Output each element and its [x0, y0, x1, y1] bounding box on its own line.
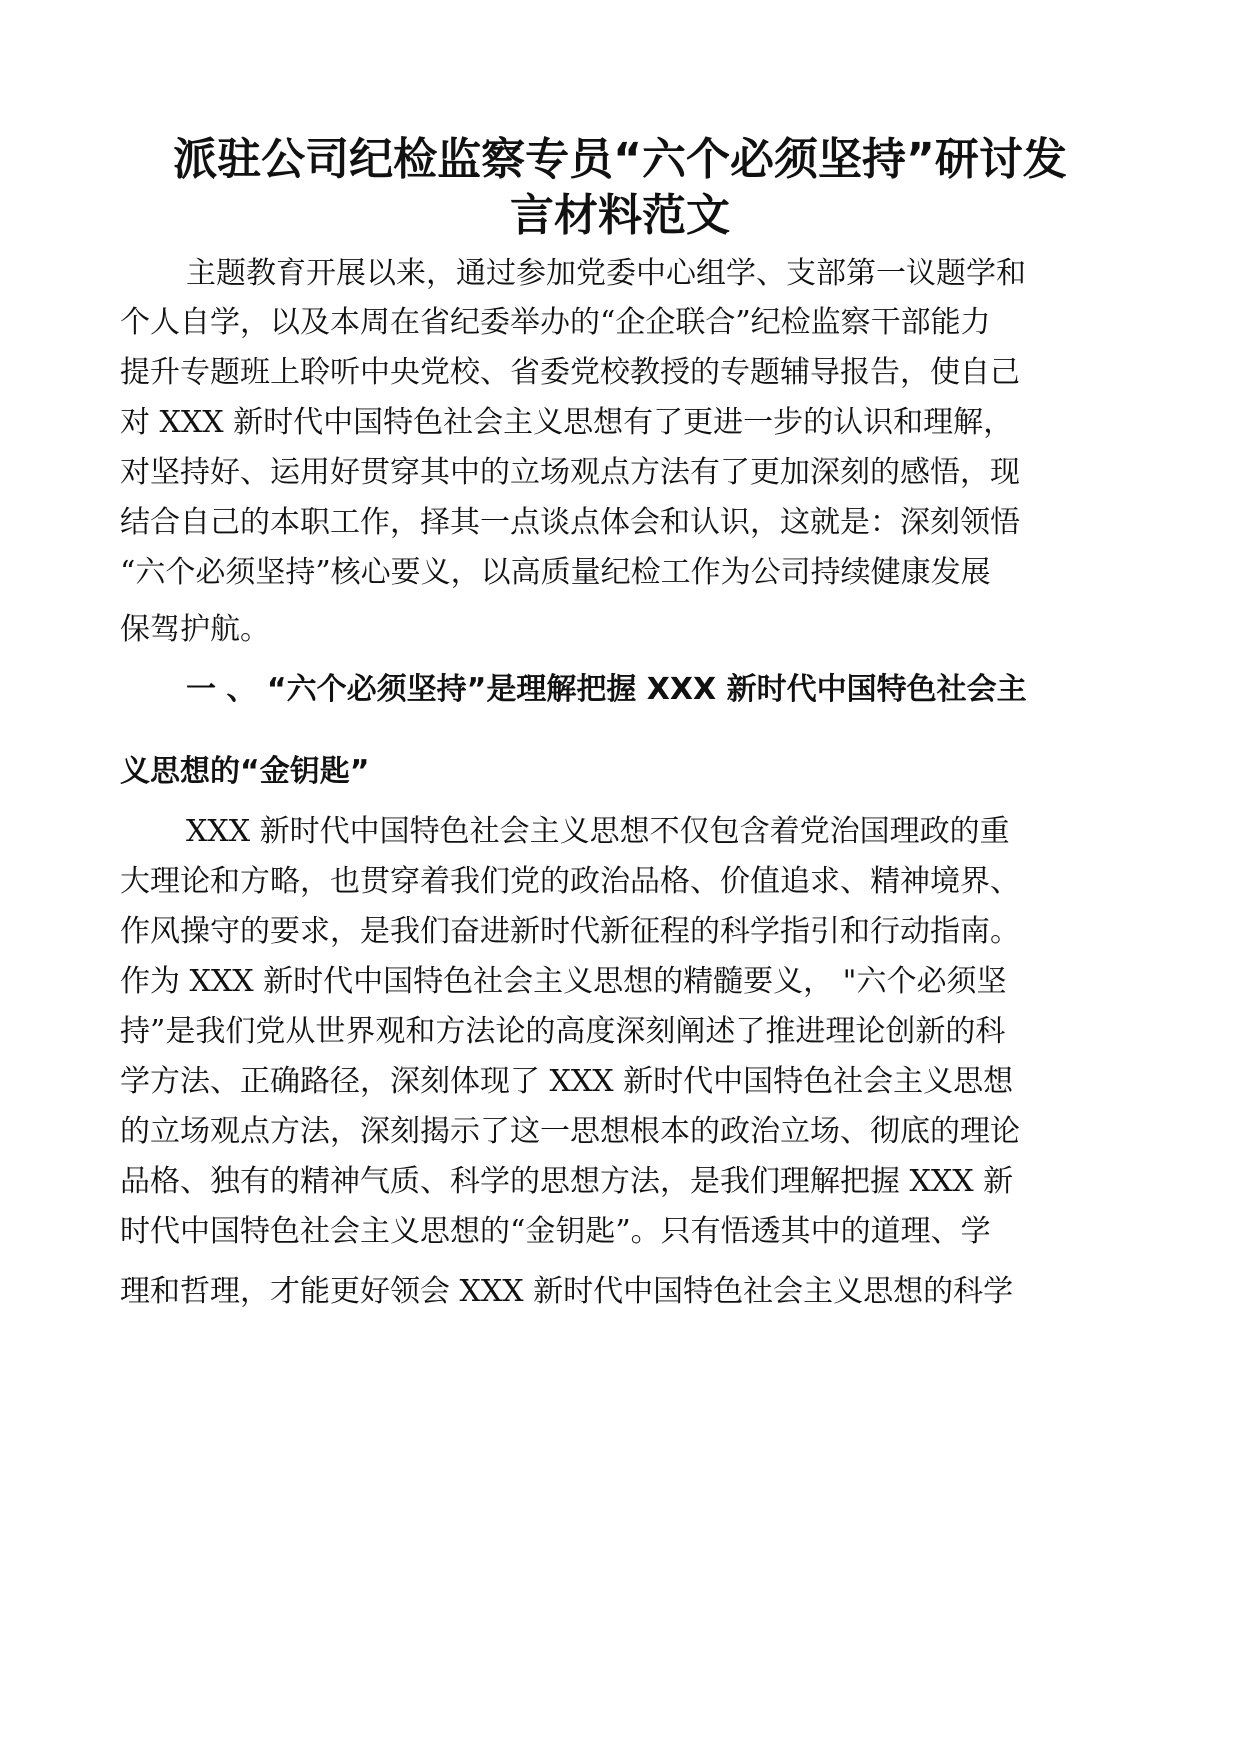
- section-1-body-line-9: 时代中国特色社会主义思想的“金钥匙”。只有悟透其中的道理、学: [120, 1214, 991, 1249]
- intro-paragraph-line-1: 主题教育开展以来，通过参加党委中心组学、支部第一议题学和: [186, 256, 1026, 291]
- document-title-line-1: 派驻公司纪检监察专员“六个必须坚持”研讨发: [173, 134, 1067, 185]
- section-1-body-line-1: XXX 新时代中国特色社会主义思想不仅包含着党治国理政的重: [186, 814, 1010, 849]
- section-1-heading-line-1: 一 、 “六个必须坚持”是理解把握 XXX 新时代中国特色社会主: [186, 672, 1027, 707]
- section-1-body-line-10: 理和哲理，才能更好领会 XXX 新时代中国特色社会主义思想的科学: [120, 1274, 1014, 1309]
- section-1-body-line-8: 品格、独有的精神气质、科学的思想方法，是我们理解把握 XXX 新: [120, 1164, 1014, 1199]
- section-1-heading-line-2: 义思想的“金钥匙”: [120, 754, 370, 789]
- section-1-body-line-4: 作为 XXX 新时代中国特色社会主义思想的精髓要义， "六个必须坚: [120, 964, 1007, 999]
- intro-paragraph-line-3: 提升专题班上聆听中央党校、省委党校教授的专题辅导报告，使自己: [120, 355, 1020, 390]
- intro-paragraph-line-8: 保驾护航。: [120, 612, 270, 647]
- section-1-body-line-3: 作风操守的要求，是我们奋进新时代新征程的科学指引和行动指南。: [120, 914, 1020, 949]
- section-1-body-line-6: 学方法、正确路径，深刻体现了 XXX 新时代中国特色社会主义思想: [120, 1064, 1014, 1099]
- intro-paragraph-line-7: “六个必须坚持”核心要义，以高质量纪检工作为公司持续健康发展: [120, 555, 991, 590]
- section-1-body-line-2: 大理论和方略，也贯穿着我们党的政治品格、价值追求、精神境界、: [120, 864, 1020, 899]
- section-1-body-line-7: 的立场观点方法，深刻揭示了这一思想根本的政治立场、彻底的理论: [120, 1114, 1020, 1149]
- intro-paragraph-line-2: 个人自学，以及本周在省纪委举办的“企企联合”纪检监察干部能力: [120, 305, 991, 340]
- intro-paragraph-line-4: 对 XXX 新时代中国特色社会主义思想有了更进一步的认识和理解，: [120, 405, 1014, 440]
- section-1-body-line-5: 持”是我们党从世界观和方法论的高度深刻阐述了推进理论创新的科: [120, 1014, 1006, 1049]
- intro-paragraph-line-5: 对坚持好、运用好贯穿其中的立场观点方法有了更加深刻的感悟，现: [120, 455, 1020, 490]
- intro-paragraph-line-6: 结合自己的本职工作，择其一点谈点体会和认识，这就是：深刻领悟: [120, 505, 1020, 540]
- document-title-line-2: 言材料范文: [510, 190, 730, 241]
